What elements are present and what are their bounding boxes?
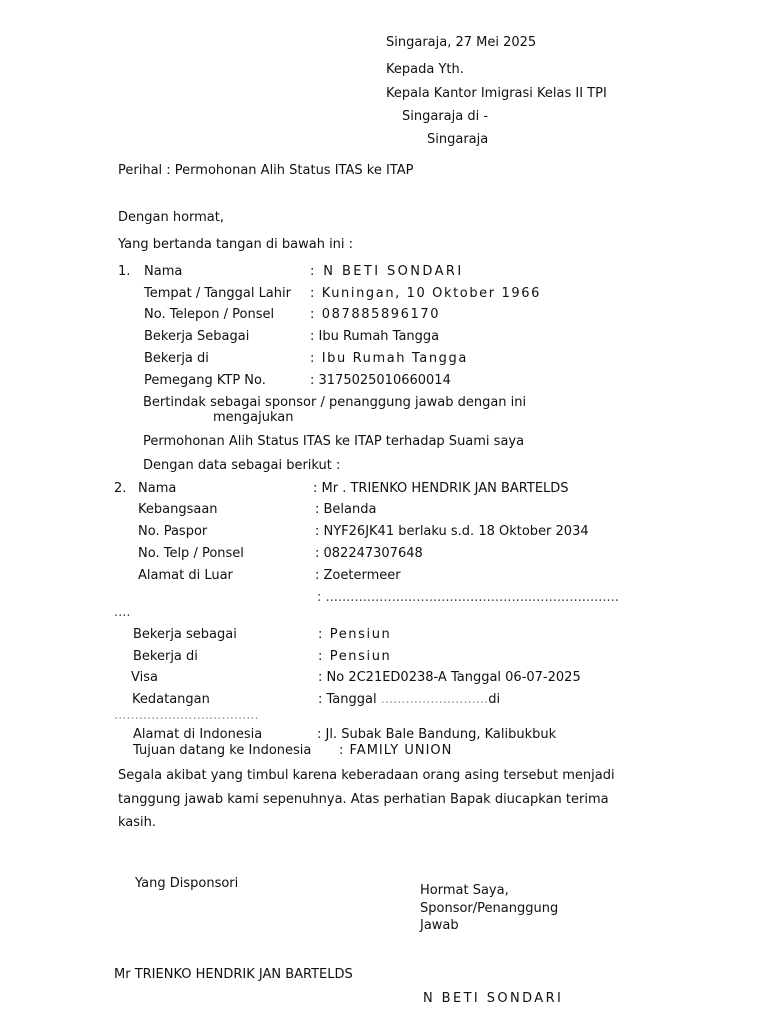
field-label: Nama — [138, 481, 177, 496]
field-label: No. Paspor — [138, 524, 208, 539]
data-intro: Dengan data sebagai berikut : — [143, 458, 341, 473]
field-value: : 3175025010660014 — [310, 373, 451, 388]
field-value: : Ibu Rumah Tangga — [310, 351, 468, 366]
recipient-salutation: Kepada Yth. — [386, 62, 464, 77]
signature-left-name: Mr TRIENKO HENDRIK JAN BARTELDS — [114, 967, 353, 982]
field-value: : 082247307648 — [315, 546, 423, 561]
closing-line: kasih. — [118, 815, 157, 830]
closing-line: Segala akibat yang timbul karena keberadaan orang asing tersebut menjadi — [118, 768, 615, 783]
field-label: Tempat / Tanggal Lahir — [144, 286, 291, 301]
arrival-suffix: di — [488, 692, 501, 707]
acting-statement-cont: mengajukan — [213, 410, 294, 425]
field-value: : 087885896170 — [310, 307, 441, 322]
field-label: Visa — [131, 670, 158, 685]
request-statement: Permohonan Alih Status ITAS ke ITAP terhadap Suami saya — [143, 434, 525, 449]
letter-intro: Yang bertanda tangan di bawah ini : — [118, 237, 354, 252]
recipient-place: Singaraja di - — [402, 109, 489, 124]
field-value: : Pensiun — [318, 627, 392, 642]
recipient-city: Singaraja — [427, 132, 489, 147]
field-value: : Mr . TRIENKO HENDRIK JAN BARTELDS — [313, 481, 569, 496]
field-label: Alamat di Indonesia — [133, 727, 263, 742]
letter-greeting: Dengan hormat, — [118, 210, 225, 225]
address-continuation: : ....................................................................... — [317, 590, 619, 605]
field-value: : Kuningan, 10 Oktober 1966 — [310, 286, 541, 301]
field-value: : Pensiun — [318, 649, 392, 664]
field-label: Bekerja sebagai — [133, 627, 237, 642]
signature-right-role: Sponsor/Penanggung — [420, 901, 559, 916]
field-label: Kedatangan — [132, 692, 210, 707]
letter-place-date: Singaraja, 27 Mei 2025 — [386, 35, 537, 50]
field-value: : Belanda — [315, 502, 377, 517]
field-value: : Jl. Subak Bale Bandung, Kalibukbuk — [317, 727, 557, 742]
field-label: Kebangsaan — [138, 502, 218, 517]
field-label: Nama — [144, 264, 183, 279]
field-value: : FAMILY UNION — [339, 743, 453, 758]
field-label: Tujuan datang ke Indonesia — [133, 743, 312, 758]
recipient-name: Kepala Kantor Imigrasi Kelas II TPI — [386, 86, 607, 101]
signature-right-title: Hormat Saya, — [420, 883, 509, 898]
section-number: 2. — [114, 481, 127, 496]
field-label: Bekerja Sebagai — [144, 329, 250, 344]
arrival-date-blank: .......................... — [380, 692, 489, 707]
field-value: : N BETI SONDARI — [310, 264, 464, 279]
signature-right-role-cont: Jawab — [420, 918, 459, 933]
closing-line: tanggung jawab kami sepenuhnya. Atas perhatian Bapak diucapkan terima — [118, 792, 609, 807]
address-continuation-tail: .... — [114, 605, 131, 620]
field-label: Bekerja di — [133, 649, 198, 664]
field-label: No. Telepon / Ponsel — [144, 307, 275, 322]
field-label: Alamat di Luar — [138, 568, 233, 583]
field-label: Bekerja di — [144, 351, 209, 366]
field-value: : No 2C21ED0238-A Tanggal 06-07-2025 — [318, 670, 581, 685]
field-label: No. Telp / Ponsel — [138, 546, 244, 561]
field-value: : NYF26JK41 berlaku s.d. 18 Oktober 2034 — [315, 524, 589, 539]
arrival-value: : Tanggal — [318, 692, 377, 707]
acting-statement: Bertindak sebagai sponsor / penanggung jawab dengan ini — [143, 395, 527, 410]
field-value: : Ibu Rumah Tangga — [310, 329, 440, 344]
signature-right-name: N BETI SONDARI — [423, 991, 564, 1006]
field-value — [318, 692, 500, 708]
section-number: 1. — [118, 264, 131, 279]
signature-left-title: Yang Disponsori — [135, 876, 239, 891]
field-value: : Zoetermeer — [315, 568, 401, 583]
arrival-place-blank: ................................... — [114, 708, 259, 723]
letter-subject: Perihal : Permohonan Alih Status ITAS ke ITAP — [118, 163, 414, 178]
field-label: Pemegang KTP No. — [144, 373, 266, 388]
